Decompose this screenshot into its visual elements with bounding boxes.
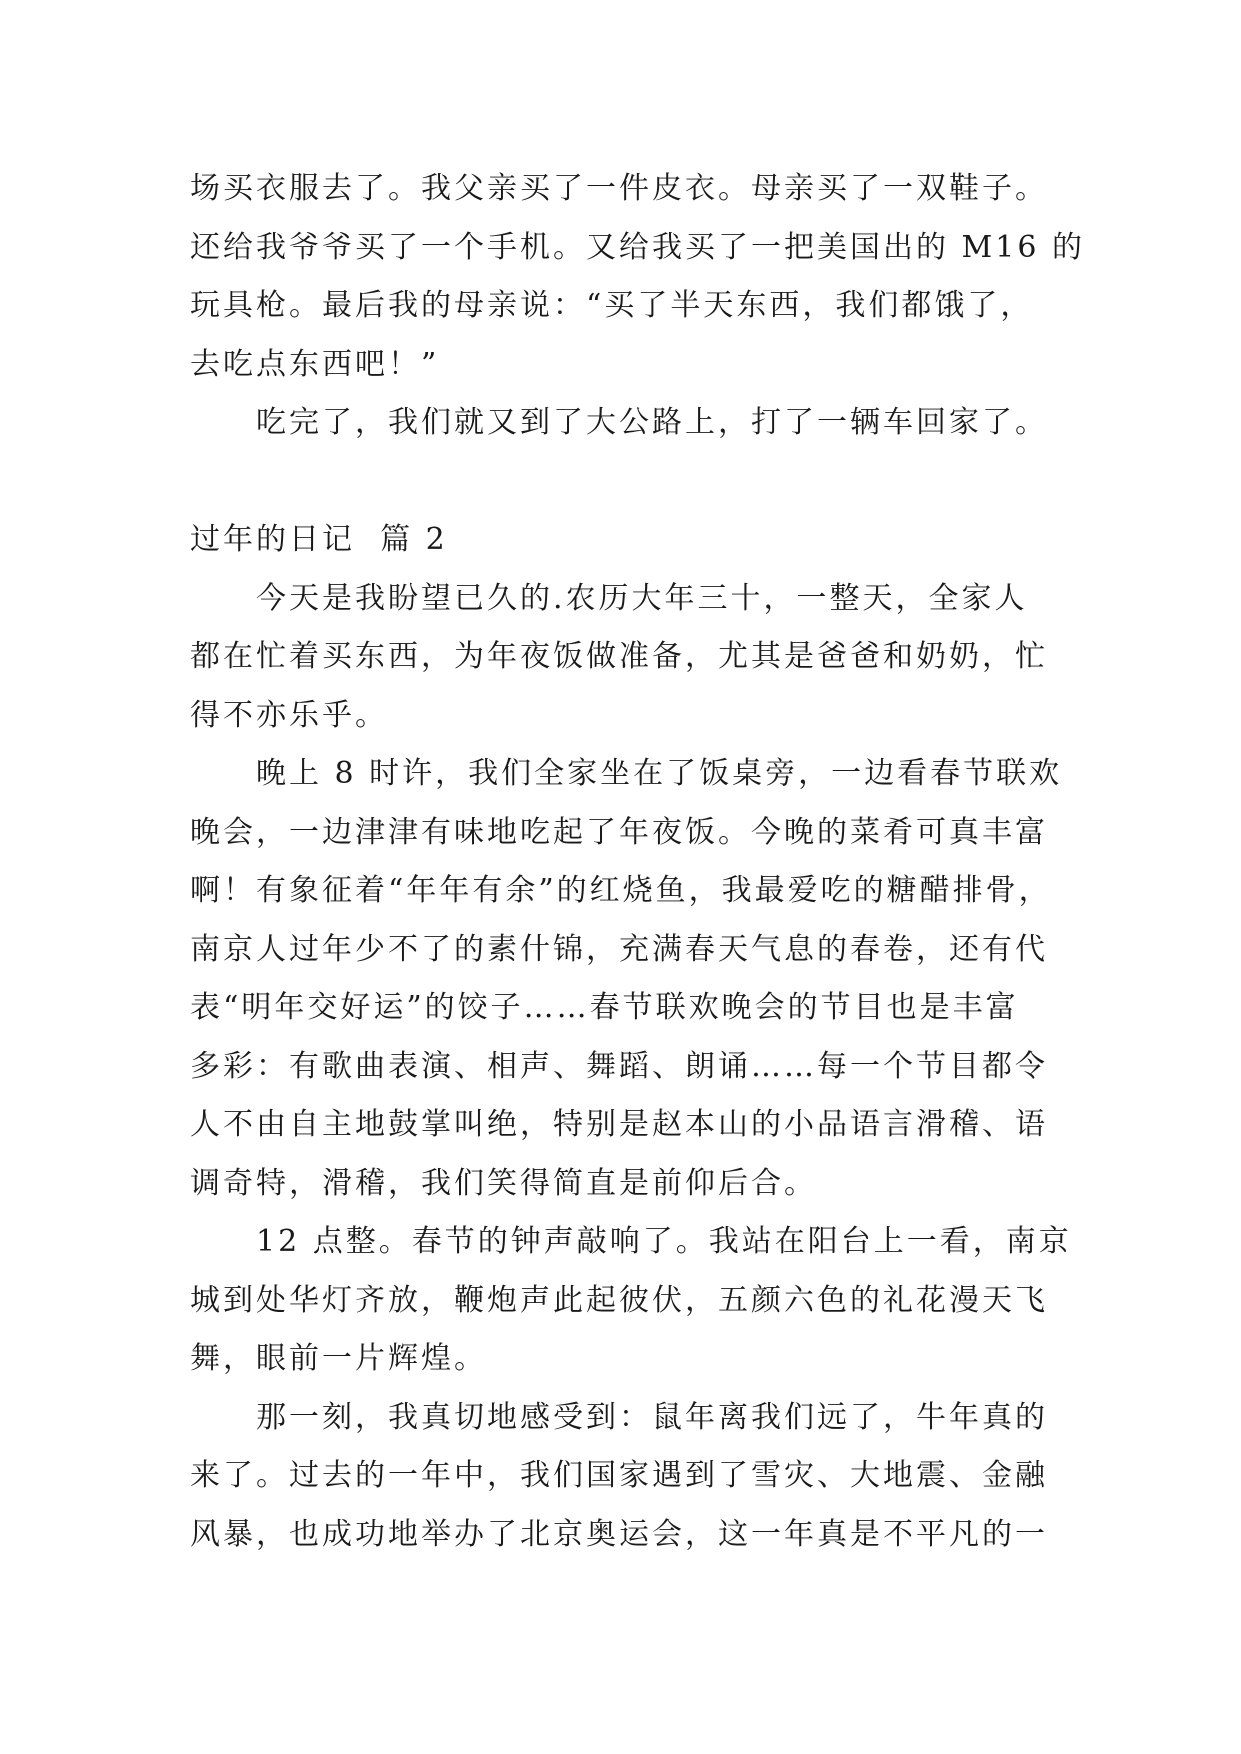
text-line: 12 点整。春节的钟声敲响了。我站在阳台上一看，南京 <box>256 1224 1072 1259</box>
paragraph-3 <box>190 1213 1070 1389</box>
text-line: 还给我爷爷买了一个手机。又给我买了一把美国出的 M16 的 <box>190 229 1085 265</box>
text-line: 今天是我盼望已久的.农历大年三十，一整天，全家人 <box>256 580 1028 616</box>
text-line: 风暴，也成功地举办了北京奥运会，这一年真是不平凡的一 <box>190 1516 1048 1552</box>
text-line: 场买衣服去了。我父亲买了一件皮衣。母亲买了一双鞋子。 <box>190 171 1048 206</box>
blank-line <box>190 453 1070 512</box>
text-line: 那一刻，我真切地感受到：鼠年离我们远了，牛年真的 <box>256 1399 1048 1435</box>
text-line: 玩具枪。最后我的母亲说：“买了半天东西，我们都饿了， <box>190 288 1034 323</box>
text-line: 得不亦乐乎。 <box>190 697 388 733</box>
paragraph <box>190 394 1070 453</box>
text-line: 晚会，一边津津有味地吃起了年夜饭。今晚的菜肴可真丰富 <box>190 814 1048 850</box>
text-line: 晚上 8 时许，我们全家坐在了饭桌旁，一边看春节联欢 <box>256 756 1063 791</box>
paragraph-2 <box>190 745 1070 1213</box>
text-line: 啊！有象征着“年年有余”的红烧鱼，我最爱吃的糖醋排骨， <box>190 873 1052 908</box>
text-line: 多彩：有歌曲表演、相声、舞蹈、朗诵……每一个节目都令 <box>190 1048 1048 1084</box>
text-line: 调奇特，滑稽，我们笑得简直是前仰后合。 <box>190 1165 817 1201</box>
paragraph-1 <box>190 570 1070 746</box>
text-line: 吃完了，我们就又到了大公路上，打了一辆车回家了。 <box>256 405 1048 440</box>
document-body <box>190 160 1085 1564</box>
text-line: 去吃点东西吧！” <box>190 346 440 382</box>
text-line: 来了。过去的一年中，我们国家遇到了雪灾、大地震、金融 <box>190 1458 1048 1493</box>
text-line: 表“明年交好运”的饺子……春节联欢晚会的节目也是丰富 <box>190 990 1019 1025</box>
text-line: 南京人过年少不了的素什锦，充满春天气息的春卷，还有代 <box>190 931 1048 967</box>
text-line: 舞，眼前一片辉煌。 <box>190 1341 487 1376</box>
text-line: 城到处华灯齐放，鞭炮声此起彼伏，五颜六色的礼花漫天飞 <box>190 1282 1048 1318</box>
text-line: 人不由自主地鼓掌叫绝，特别是赵本山的小品语言滑稽、语 <box>190 1107 1048 1142</box>
text-line: 都在忙着买东西，为年夜饭做准备，尤其是爸爸和奶奶，忙 <box>190 639 1048 674</box>
paragraph-4 <box>190 1389 1070 1565</box>
continued-paragraph <box>190 160 1085 394</box>
section-title: 过年的日记 篇 2 <box>190 522 448 557</box>
